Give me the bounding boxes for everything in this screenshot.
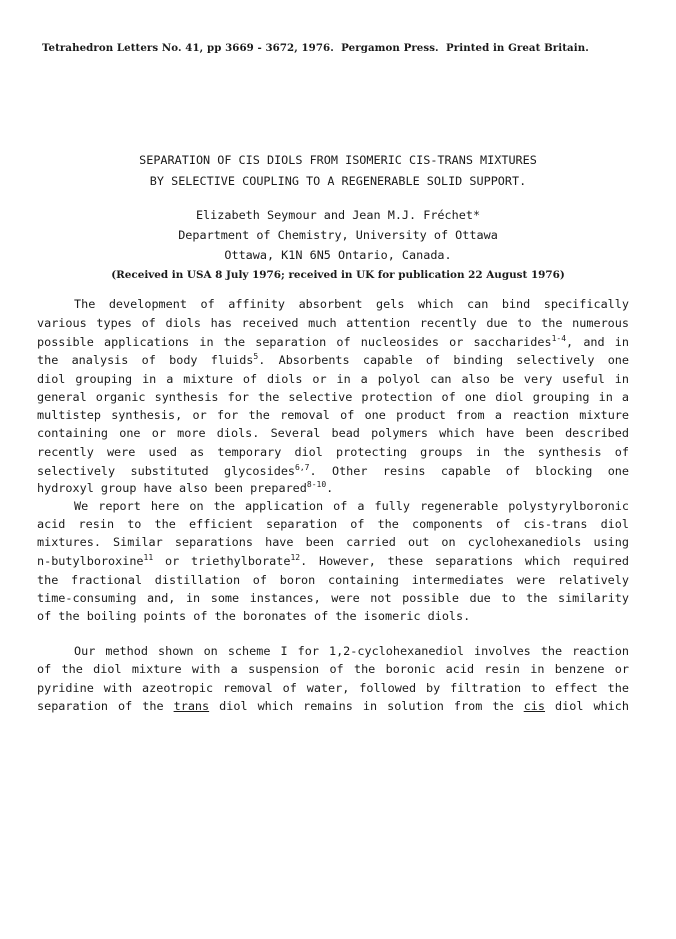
citation: 5 (253, 352, 259, 361)
text-line: of the diol mixture with a suspension of the boronic acid resin in benzene or (37, 662, 629, 676)
text-line: containing one or more diols. Several bead polymers which have been described (37, 426, 629, 440)
text-line: acid resin to the efficient separation of the components of cis-trans diol (37, 517, 629, 531)
text-line: Our method shown on scheme I for 1,2-cyclohexanediol involves the reaction (74, 644, 629, 658)
author-department: Department of Chemistry, University of Ottawa (178, 228, 498, 242)
title-line-2: BY SELECTIVE COUPLING TO A REGENERABLE SOLID SUPPORT. (149, 174, 527, 188)
text-line: mixtures. Similar separations have been carried out on cyclohexanediols using (37, 535, 629, 549)
author-address: Ottawa, K1N 6N5 Ontario, Canada. (224, 248, 452, 262)
text-line: selectively substituted glycosides$^{6,7}$. Other resins capable of blocking one (37, 463, 630, 478)
text-line: the fractional distillation of boron containing intermediates were relatively (37, 573, 629, 587)
text-line: The development of affinity absorbent gels which can bind specifically (74, 297, 629, 311)
underlined-term: trans (173, 699, 210, 713)
text-line: separation of the trans diol which remains in solution from the cis diol which (37, 699, 629, 713)
received-dates: (Received in USA 8 July 1976; received in UK for publication 22 August 1976) (111, 269, 565, 281)
text-line: of the boiling points of the boronates of the isomeric diols. (37, 609, 471, 623)
text-line: We report here on the application of a fully regenerable polystyrylboronic (74, 499, 629, 513)
title-line-1: SEPARATION OF CIS DIOLS FROM ISOMERIC CIS-TRANS MIXTURES (139, 153, 537, 167)
journal-header: Tetrahedron Letters No. 41, pp 3669 - 3672, 1976. Pergamon Press. Printed in Great Britain. (42, 42, 589, 54)
text-line: multistep synthesis, or for the removal of one product from a reaction mixture (37, 408, 629, 422)
text-line: general organic synthesis for the selective protection of one diol grouping in a (37, 390, 629, 404)
citation: 6,7 (295, 463, 310, 472)
citation: 11 (143, 553, 154, 562)
citation: 8-10 (306, 480, 327, 489)
citation: 12 (290, 553, 301, 562)
text-line: various types of diols has received much attention recently due to the numerous (37, 316, 629, 330)
text-line: diol grouping in a mixture of diols or in a polyol can also be very useful in (37, 372, 629, 386)
author-names: Elizabeth Seymour and Jean M.J. Fréchet* (195, 208, 481, 222)
text-line: possible applications in the separation of nucleosides or saccharides$^{1-4}$, and in (37, 334, 629, 349)
text-line: n-butylboroxine$^{11}$ or triethylborate$^{12}$. However, these separations which required (37, 553, 629, 568)
text-line: the analysis of body fluids$^5$. Absorbents capable of binding selectively one (37, 352, 629, 367)
citation: 1-4 (551, 334, 567, 343)
text-line: time-consuming and, in some instances, were not possible due to the similarity (37, 591, 629, 605)
underlined-term: cis (523, 699, 546, 713)
text-line: hydroxyl group have also been prepared$^{8-10}$. (37, 480, 334, 495)
text-line: pyridine with azeotropic removal of water, followed by filtration to effect the (37, 681, 629, 695)
text-line: recently were used as temporary diol protecting groups in the synthesis of (37, 445, 629, 459)
